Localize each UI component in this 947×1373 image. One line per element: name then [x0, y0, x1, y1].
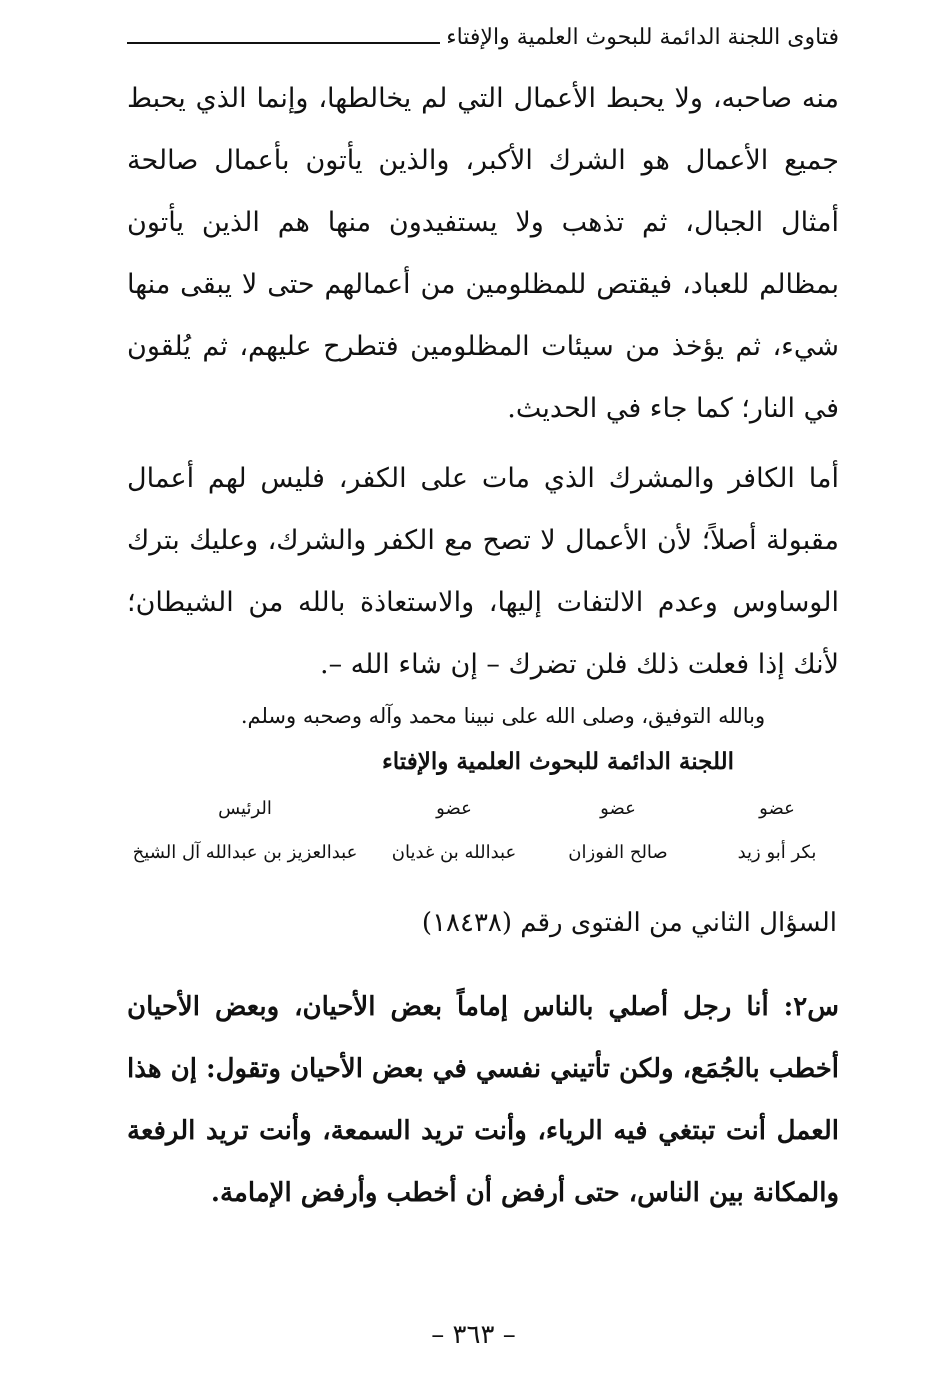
answer-paragraph-1: منه صاحبه، ولا يحبط الأعمال التي لم يخالطها، وإنما الذي يحبط جميع الأعمال هو الشرك الأكبر، والذين يأتون بأعمال صالحة أمثال الجبال، ثم تذهب ولا يستفيدون منها هم الذين يأتون بمظالم للعباد، فيقتص للمظلومين من أعمالهم حتى لا يبقى منها شيء، ثم يؤخذ من سيئات المظلومين فتطرح عليهم، ثم يُلقون في النار؛ كما جاء في الحديث. [127, 83, 839, 424]
signatory-roles [125, 798, 837, 819]
signatory-name: بكر أبو زيد [737, 842, 817, 863]
running-header [127, 22, 839, 52]
question-text: س٢: أنا رجل أصلي بالناس إماماً بعض الأحيان، وبعض الأحيان أخطب بالجُمَع، ولكن تأتيني نفسي في بعض الأحيان وتقول: إن هذا العمل أنت تبتغي فيه الرياء، وأنت تريد السمعة، وأنت تريد الرفعة والمكانة بين الناس، حتى أرفض أن أخطب وأرفض الإمامة. [127, 992, 839, 1208]
signatory-role: عضو [436, 798, 472, 819]
closing-line: وبالله التوفيق، وصلى الله على نبينا محمد وآله وصحبه وسلم. [240, 704, 766, 728]
answer-body [127, 68, 839, 696]
question-reference: السؤال الثاني من الفتوى رقم (١٨٤٣٨) [421, 908, 837, 938]
signatory-name: صالح الفوزان [568, 842, 668, 863]
header-title: فتاوى اللجنة الدائمة للبحوث العلمية والإفتاء [446, 24, 839, 50]
signatory-role: الرئيس [218, 798, 272, 819]
signatory-name: عبدالعزيز بن عبدالله آل الشيخ [132, 842, 358, 863]
signatory-role: عضو [600, 798, 636, 819]
header-rule [127, 42, 440, 44]
committee-name: اللجنة الدائمة للبحوث العلمية والإفتاء [381, 748, 735, 775]
answer-paragraph-2: أما الكافر والمشرك الذي مات على الكفر، فليس لهم أعمال مقبولة أصلاً؛ لأن الأعمال لا تصح مع الكفر والشرك، وعليك بترك الوساوس وعدم الالتفات إليها، والاستعاذة بالله من الشيطان؛ لأنك إذا فعلت ذلك فلن تضرك – إن شاء الله –. [127, 463, 839, 680]
signatory-names [125, 842, 837, 863]
signatory-role: عضو [759, 798, 795, 819]
page-number: – ٣٦٣ – [431, 1320, 516, 1350]
signatory-name: عبدالله بن غديان [391, 842, 517, 863]
